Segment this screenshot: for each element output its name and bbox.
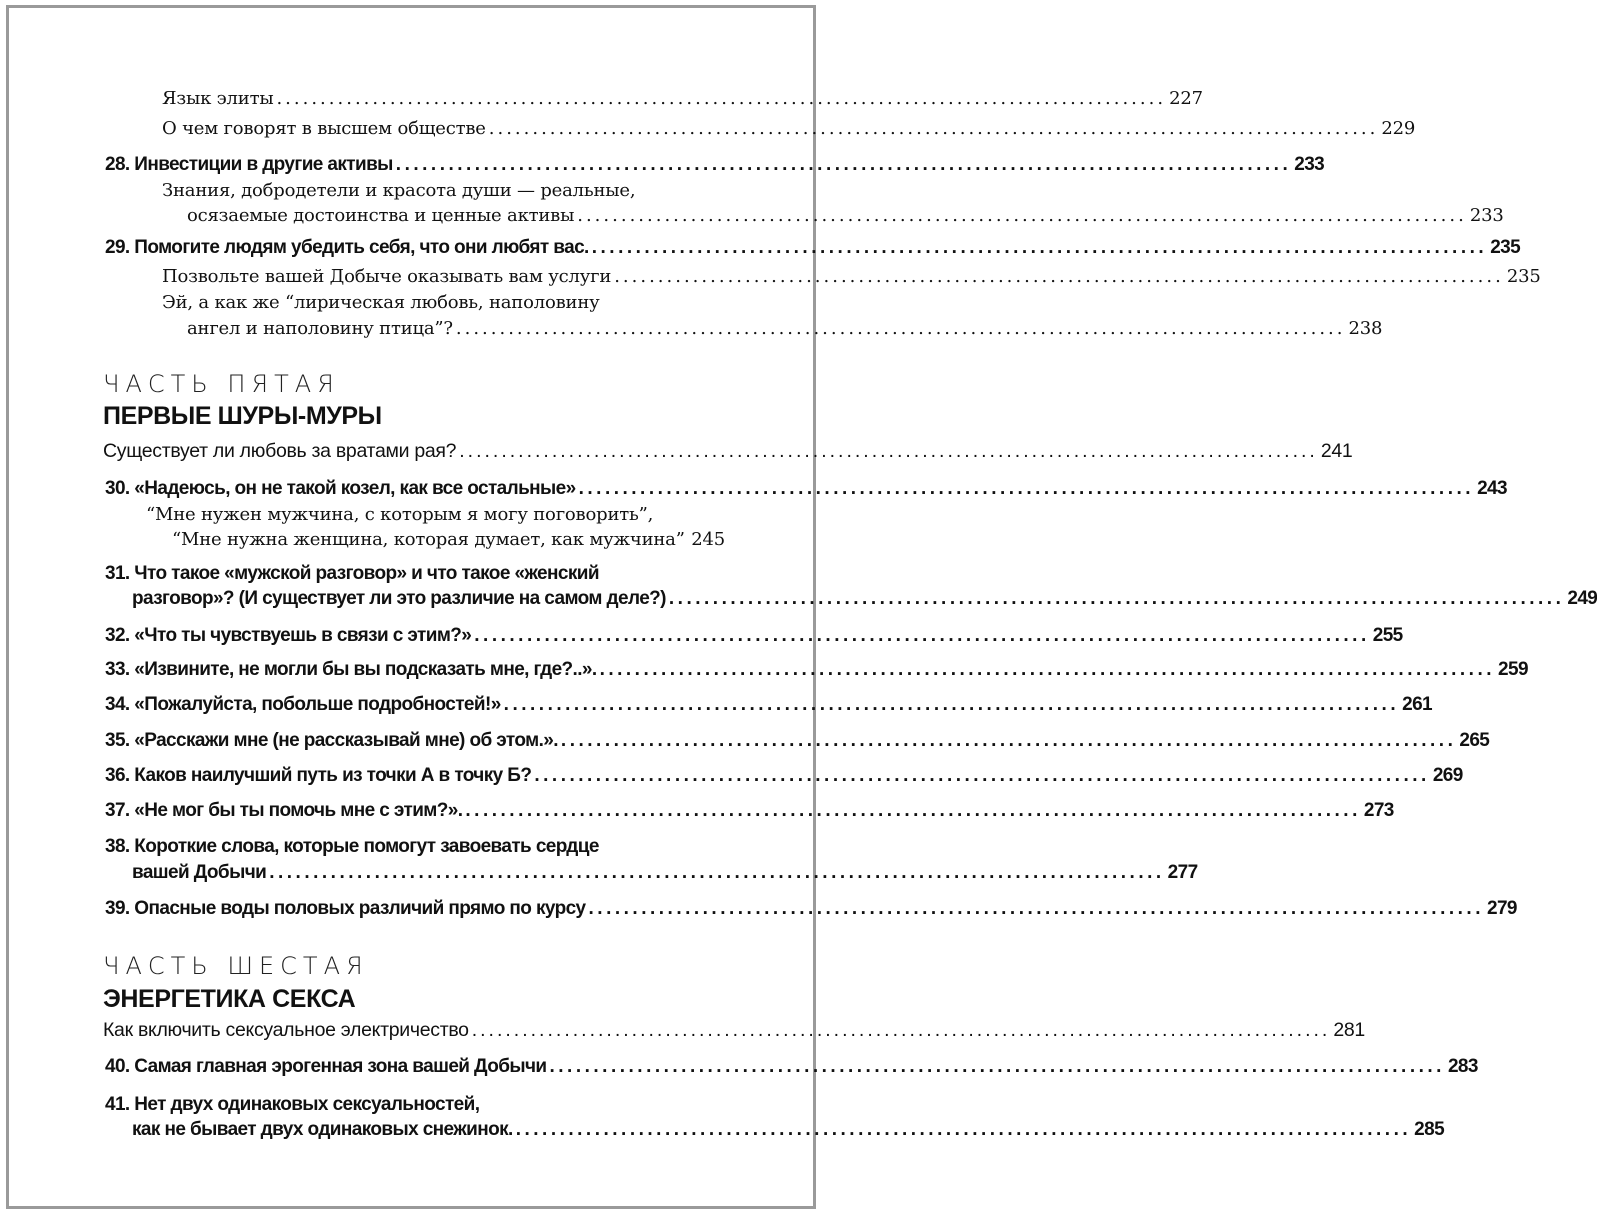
toc-page-number: 229 [1381, 118, 1416, 139]
toc-chapter [132, 588, 1597, 610]
toc-page-number: 245 [691, 529, 725, 550]
dot-leader: ...................................................................................................... [578, 478, 1475, 499]
toc-entry [103, 440, 1353, 463]
toc-chapter-title: 28. Инвестиции в другие активы [105, 154, 393, 175]
toc-page-number: 277 [1167, 862, 1198, 883]
toc-entry-title: ангел и наполовину птица”? [187, 318, 453, 339]
toc-page-number: 233 [1469, 205, 1504, 226]
toc-entry-line1: Эй, а как же “лирическая любовь, наполовину [162, 292, 600, 313]
toc-chapter-title: как не бывает двух одинаковых снежинок. [132, 1119, 513, 1140]
toc-chapter [132, 1119, 1445, 1141]
dot-leader: ...................................................................................................... [560, 730, 1457, 751]
toc-chapter [105, 800, 1394, 822]
toc-chapter [105, 237, 1521, 259]
dot-leader: ...................................................................................................... [591, 237, 1488, 258]
toc-entry [162, 266, 1541, 287]
toc-chapter-line1: 38. Короткие слова, которые помогут завоевать сердце [105, 836, 599, 857]
toc-chapter [105, 730, 1490, 752]
toc-chapter-title: 36. Каков наилучший путь из точки А в точку Б? [105, 765, 532, 786]
dot-leader: ...................................................................................................... [515, 1119, 1412, 1140]
part-title: ПЕРВЫЕ ШУРЫ-МУРЫ [103, 402, 382, 430]
toc-page-number: 283 [1447, 1056, 1478, 1077]
toc-page-number: 261 [1402, 694, 1433, 715]
dot-leader: ...................................................................................................... [549, 1056, 1445, 1077]
dot-leader: ...................................................................................................... [668, 588, 1565, 609]
toc-chapter-title: вашей Добычи [132, 862, 267, 883]
toc-page-number: 269 [1432, 765, 1463, 786]
toc-chapter-title: разговор»? (И существует ли это различие на самом деле?) [132, 588, 666, 609]
toc-entry-title: Как включить сексуальное электричество [103, 1019, 469, 1041]
toc-chapter-title: 29. Помогите людям убедить себя, что они любят вас. [105, 237, 589, 258]
dot-leader: ...................................................................................................... [471, 1019, 1331, 1041]
part-title: ЭНЕРГЕТИКА СЕКСА [103, 985, 356, 1013]
toc-entry-title: Существует ли любовь за вратами рая? [103, 440, 457, 462]
toc-chapter-title: 37. «Не мог бы ты помочь мне с этим?». [105, 800, 463, 821]
toc-page-number: 233 [1294, 154, 1325, 175]
dot-leader: ...................................................................................................... [599, 659, 1496, 680]
toc-chapter [105, 478, 1507, 500]
toc-entry-title: О чем говорят в высшем обществе [162, 118, 486, 139]
toc-chapter [105, 765, 1463, 787]
toc-chapter-title: 30. «Надеюсь, он не такой козел, как все остальные» [105, 478, 576, 499]
dot-leader [688, 529, 689, 550]
toc-page-number: 235 [1490, 237, 1521, 258]
dot-leader: ...................................................................................................... [474, 625, 1370, 646]
toc-entry-title: “Мне нужна женщина, которая думает, как мужчина” [172, 529, 685, 550]
toc-chapter-title: 35. «Расскажи мне (не рассказывай мне) об этом.». [105, 730, 558, 751]
dot-leader: ...................................................................................................... [276, 88, 1167, 109]
toc-chapter-title: 40. Самая главная эрогенная зона вашей Добычи [105, 1056, 547, 1077]
toc-page-number: 281 [1333, 1019, 1365, 1041]
toc-page-number: 273 [1363, 800, 1394, 821]
toc-entry-line1: Знания, добродетели и красота души — реальные, [162, 180, 636, 201]
toc-chapter-title: 33. «Извините, не могли бы вы подсказать мне, где?..». [105, 659, 597, 680]
toc-entry-title: Позвольте вашей Добыче оказывать вам услуги [162, 266, 612, 287]
toc-chapter [105, 694, 1433, 716]
toc-chapter [132, 862, 1198, 884]
toc-page-number: 265 [1459, 730, 1490, 751]
dot-leader: ...................................................................................................... [465, 800, 1361, 821]
toc-entry [162, 118, 1416, 139]
toc-entry [162, 88, 1203, 109]
toc-page-number: 227 [1169, 88, 1203, 109]
dot-leader: ...................................................................................................... [577, 205, 1467, 226]
toc-chapter [105, 1056, 1478, 1078]
toc-page-number: 243 [1477, 478, 1507, 499]
dot-leader: ...................................................................................................... [534, 765, 1430, 786]
toc-page-number: 238 [1348, 318, 1383, 339]
part-label: ЧАСТЬ ШЕСТАЯ [103, 952, 369, 980]
toc-chapter [105, 154, 1325, 176]
toc-chapter-line1: 41. Нет двух одинаковых сексуальностей, [105, 1094, 480, 1115]
toc-chapter [105, 659, 1528, 681]
toc-page-number: 279 [1486, 898, 1517, 919]
toc-entry-title: Язык элиты [162, 88, 274, 109]
toc-chapter-title: 32. «Что ты чувствуешь в связи с этим?» [105, 625, 472, 646]
toc-page-number: 259 [1498, 659, 1528, 680]
toc-page-number: 241 [1320, 440, 1353, 462]
toc-entry [187, 205, 1504, 226]
dot-leader: ...................................................................................................... [488, 118, 1379, 139]
toc-entry-title: осязаемые достоинства и ценные активы [187, 205, 575, 226]
toc-entry [172, 529, 725, 550]
dot-leader: ...................................................................................................... [269, 862, 1165, 883]
toc-page-number: 255 [1372, 625, 1403, 646]
toc-page-number: 249 [1567, 588, 1597, 609]
part-label: ЧАСТЬ ПЯТАЯ [103, 370, 340, 398]
toc-chapter [105, 898, 1517, 920]
dot-leader: ...................................................................................................... [395, 154, 1292, 175]
toc-page-number: 235 [1506, 266, 1541, 287]
dot-leader: ...................................................................................................... [614, 266, 1504, 287]
toc-entry-line1: “Мне нужен мужчина, с которым я могу поговорить”, [146, 504, 654, 525]
toc-chapter-title: 39. Опасные воды половых различий прямо по курсу [105, 898, 586, 919]
dot-leader: ...................................................................................................... [455, 318, 1346, 339]
toc-entry [187, 318, 1383, 339]
toc-chapter-title: 34. «Пожалуйста, побольше подробностей!» [105, 694, 501, 715]
toc-page-number: 285 [1414, 1119, 1445, 1140]
toc-chapter-line1: 31. Что такое «мужской разговор» и что такое «женский [105, 563, 599, 584]
dot-leader: ...................................................................................................... [588, 898, 1484, 919]
dot-leader: ...................................................................................................... [459, 440, 1318, 462]
toc-chapter [105, 625, 1403, 647]
dot-leader: ...................................................................................................... [503, 694, 1400, 715]
toc-entry [103, 1019, 1365, 1042]
